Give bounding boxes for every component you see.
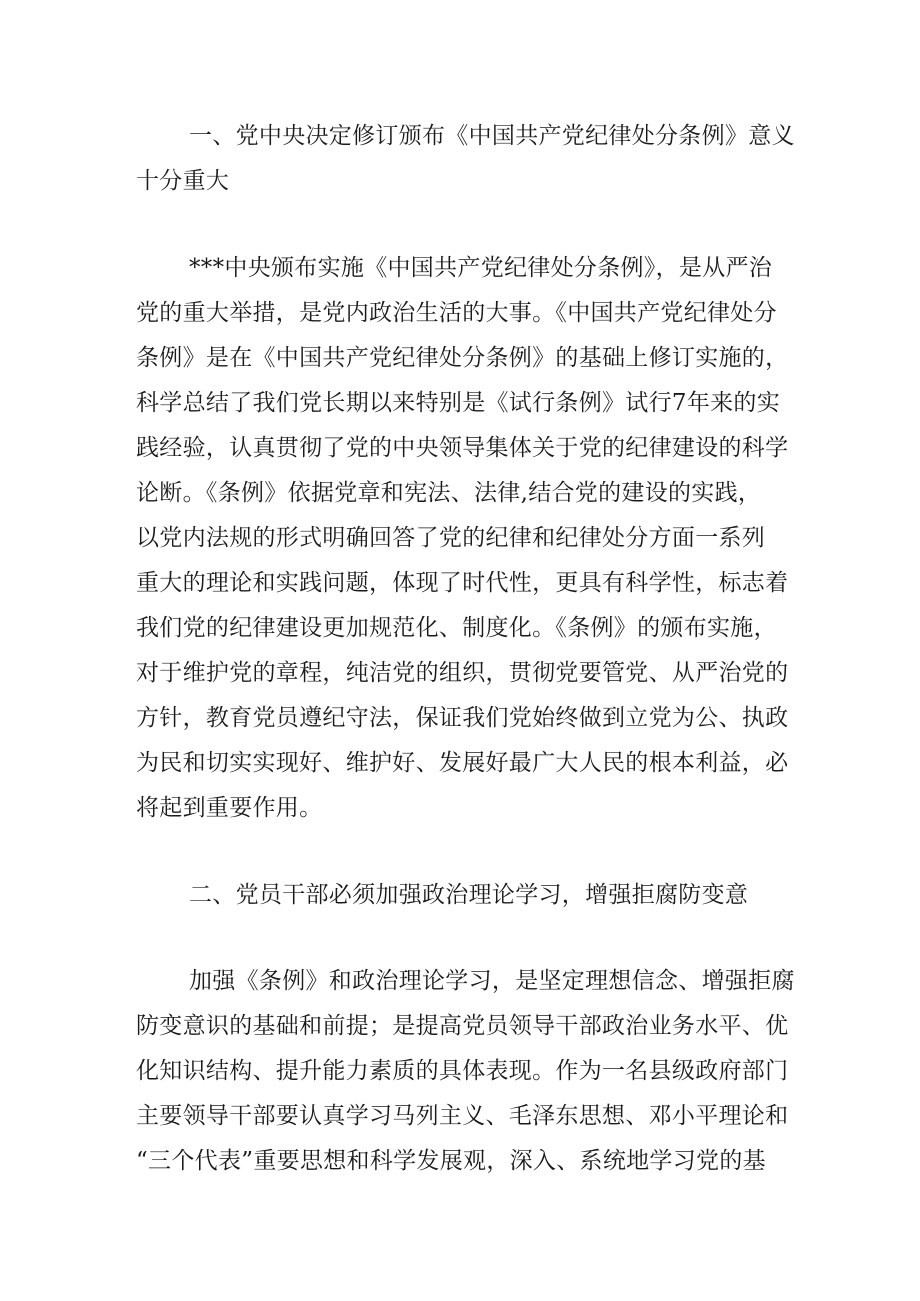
section2-paragraph-line-2: 防变意识的基础和前提；是提高党员领导干部政治业务水平、优 <box>136 1013 789 1039</box>
section1-heading-line-1: 一、党中央决定修订颁布《中国共产党纪律处分条例》意义 <box>189 123 795 149</box>
section1-paragraph-line-11: 方针，教育党员遵纪守法，保证我们党始终做到立党为公、执政 <box>136 705 789 731</box>
section1-paragraph-line-10: 对于维护党的章程，纯洁党的组织，贯彻党要管党、从严治党的 <box>136 660 789 686</box>
section1-paragraph-line-7: 以党内法规的形式明确回答了党的纪律和纪律处分方面一系列 <box>136 525 766 551</box>
section2-paragraph-line-5: “三个代表”重要思想和科学发展观，深入、系统地学习党的基 <box>136 1148 766 1174</box>
section2-paragraph-line-1: 加强《条例》和政治理论学习，是坚定理想信念、增强拒腐 <box>189 968 795 994</box>
section1-paragraph-line-3: 条例》是在《中国共产党纪律处分条例》的基础上修订实施的， <box>136 345 789 371</box>
section1-paragraph-line-8: 重大的理论和实践问题，体现了时代性，更具有科学性，标志着 <box>136 570 789 596</box>
section1-paragraph-line-4: 科学总结了我们党长期以来特别是《试行条例》试行7年来的实 <box>136 390 781 416</box>
section1-paragraph-line-5: 践经验，认真贯彻了党的中央领导集体关于党的纪律建设的科学 <box>136 435 789 461</box>
section1-paragraph-line-6: 论断。《条例》依据党章和宪法、法律,结合党的建设的实践， <box>136 480 762 506</box>
section1-paragraph-line-13: 将起到重要作用。 <box>136 795 323 821</box>
section1-paragraph-line-12: 为民和切实实现好、维护好、发展好最广大人民的根本利益，必 <box>136 750 789 776</box>
section2-heading-line-1: 二、党员干部必须加强政治理论学习，增强拒腐防变意 <box>189 882 749 908</box>
section2-paragraph-line-4: 主要领导干部要认真学习马列主义、毛泽东思想、邓小平理论和 <box>136 1103 789 1129</box>
section1-heading-line-2: 十分重大 <box>136 168 230 194</box>
section2-paragraph-line-3: 化知识结构、提升能力素质的具体表现。作为一名县级政府部门 <box>136 1058 789 1084</box>
section1-paragraph-line-2: 党的重大举措，是党内政治生活的大事。《中国共产党纪律处分 <box>136 300 777 326</box>
section1-paragraph-line-1: ***中央颁布实施《中国共产党纪律处分条例》，是从严治 <box>189 255 773 281</box>
section1-paragraph-line-9: 我们党的纪律建设更加规范化、制度化。《条例》的颁布实施， <box>136 615 777 641</box>
